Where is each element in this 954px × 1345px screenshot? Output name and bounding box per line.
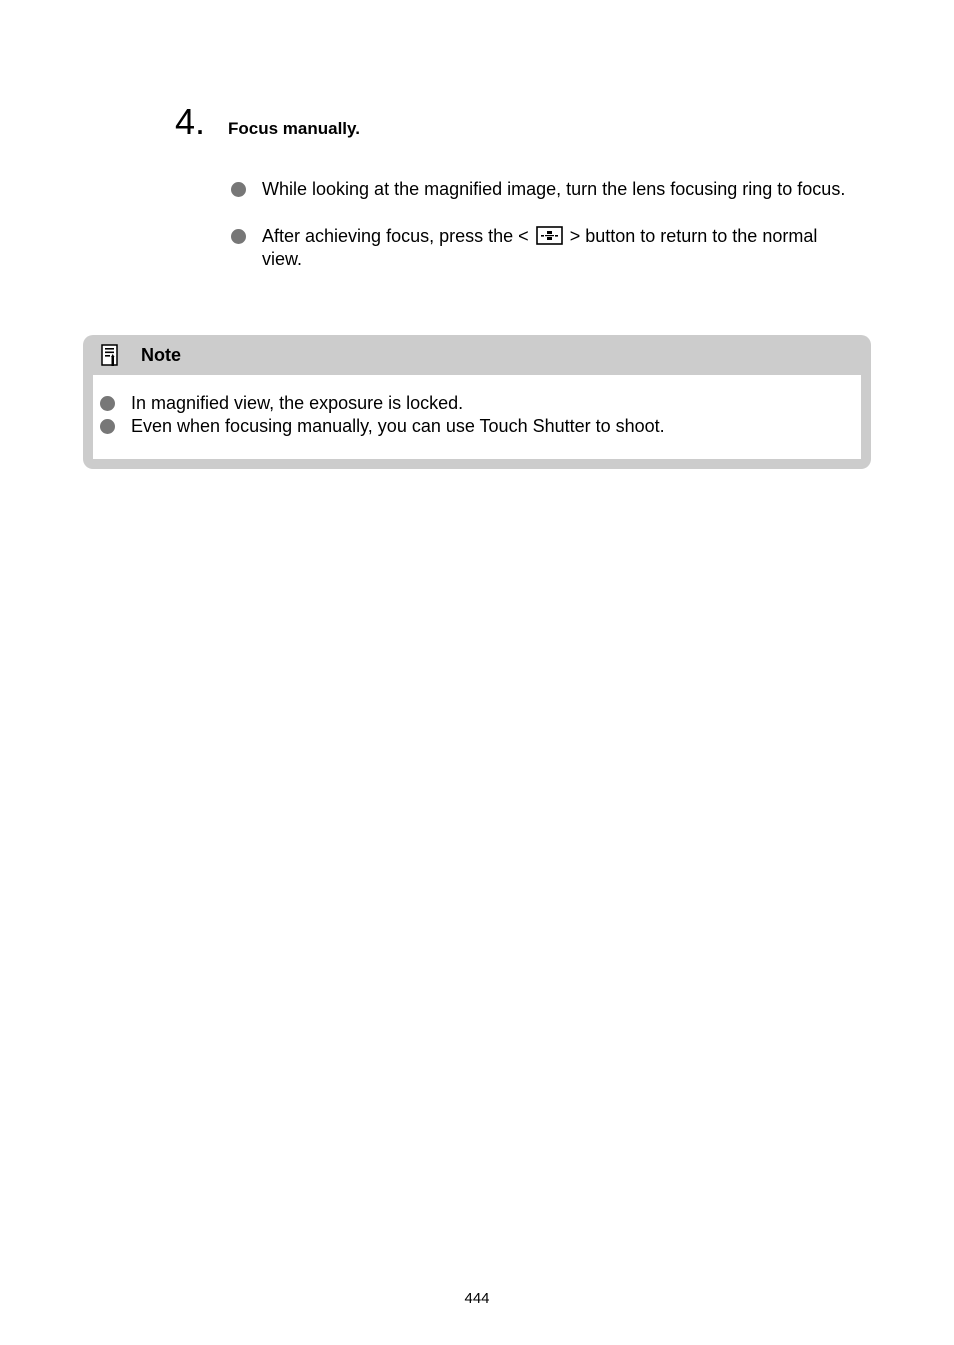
page-number: 444 <box>464 1290 490 1307</box>
list-item <box>230 225 860 271</box>
bullet-icon <box>231 229 246 244</box>
step-number: 4. <box>175 101 206 142</box>
note-item-text: Even when focusing manually, you can use Touch Shutter to shoot. <box>131 416 665 436</box>
instruction-list <box>230 178 860 295</box>
note-title: Note <box>141 345 181 365</box>
bullet-icon <box>100 419 115 434</box>
note-header <box>83 335 871 375</box>
magnify-button-icon <box>536 226 563 245</box>
step-title: Focus manually. <box>228 119 360 138</box>
note-box <box>83 335 871 469</box>
note-item <box>100 415 850 438</box>
note-body <box>93 375 861 459</box>
note-item <box>100 392 850 415</box>
bullet-icon <box>100 396 115 411</box>
list-item-text-after: > button to return to the normal view. <box>262 226 818 269</box>
note-item-text: In magnified view, the exposure is locked. <box>131 393 464 413</box>
note-list <box>100 392 850 438</box>
note-icon <box>100 344 120 368</box>
list-item-text: While looking at the magnified image, turn the lens focusing ring to focus. <box>262 179 846 199</box>
list-item-text-before: After achieving focus, press the < <box>262 226 529 246</box>
bullet-icon <box>231 182 246 197</box>
list-item <box>230 178 860 201</box>
